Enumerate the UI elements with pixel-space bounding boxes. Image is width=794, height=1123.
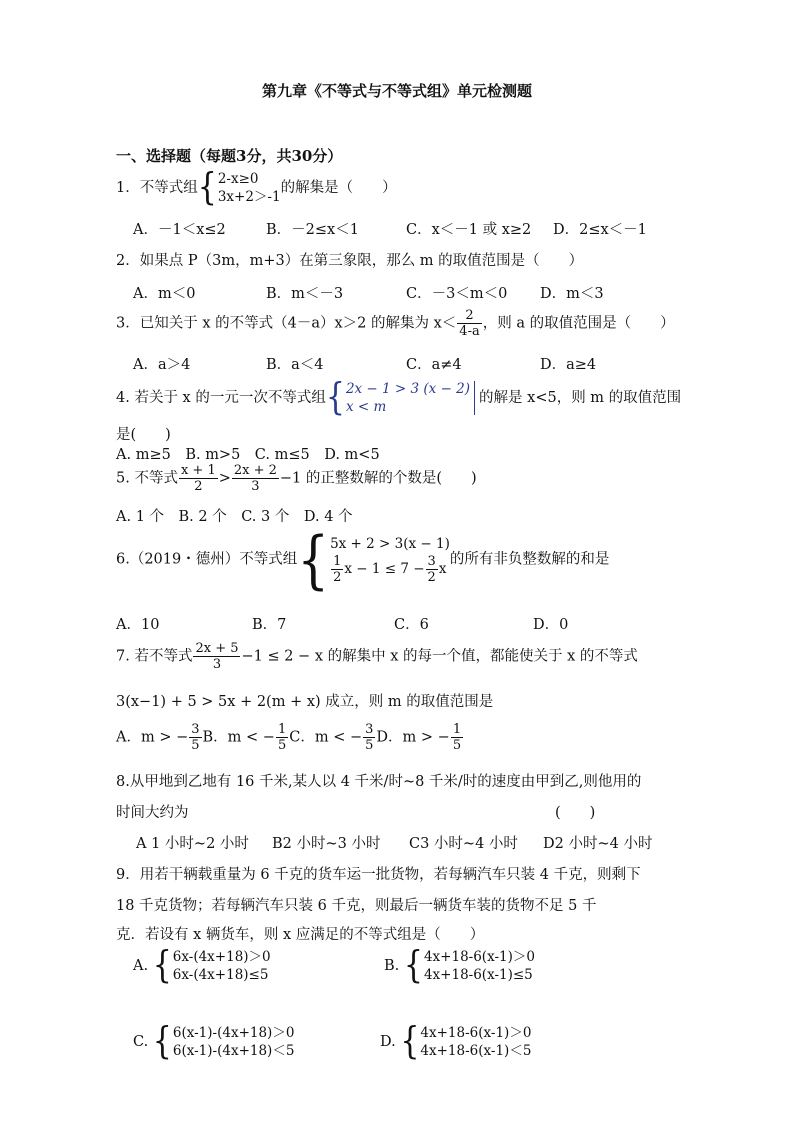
- q4-options[interactable]: A. m≥5 B. m>5 C. m≤5 D. m<5: [116, 447, 380, 463]
- q3-stem-post: ，则 a 的取值范围是（ ）: [482, 315, 675, 332]
- q6-system: 5x + 2 > 3(x − 1) $\frac{1}{2}$ x − 1 ≤ 7 − $\frac{3}{2}$ x: [330, 536, 450, 585]
- q1-sys-line-2: 3x+2＞-1: [217, 189, 281, 205]
- q5-gt: >: [218, 470, 231, 487]
- brace-icon: {: [197, 165, 217, 210]
- q4-sys-line-2: x < m: [345, 399, 387, 415]
- q1-option-a[interactable]: A．－1＜x≤2: [133, 222, 226, 238]
- q2-option-d[interactable]: D．m＜3: [540, 286, 604, 302]
- brace-icon: {: [400, 1019, 420, 1064]
- q7-stem-mid: −1 ≤ 2 − x 的解集中 x 的每一个值，都能使关于 x 的不等式: [241, 648, 638, 665]
- q2-option-b[interactable]: B．m＜－3: [266, 286, 344, 302]
- section-heading: 一、选择题（每题3分，共30分）: [116, 147, 343, 165]
- q4-line-2: 是( ): [116, 427, 171, 443]
- q7-line-2: 3(x−1) + 5 > 5x + 2(m + x) 成立，则 m 的取值范围是: [116, 694, 494, 710]
- q8-answer-paren: ( ): [555, 805, 596, 821]
- q7-options[interactable]: A．m > − $\frac{3}{5}$ B．m < − $\frac{1}{5}$ C．m < − $\frac{3}{5}$ D．m > − $\frac{1}{5}$: [116, 722, 462, 753]
- q3-option-a[interactable]: A．a＞4: [133, 357, 191, 373]
- page-title: 第九章《不等式与不等式组》单元检测题: [261, 82, 532, 100]
- q4-bracket-line: [474, 381, 475, 415]
- question-4: [116, 375, 682, 420]
- q8-option-b[interactable]: B2 小时~3 小时: [272, 836, 381, 852]
- q7-stem-pre: 7. 若不等式: [116, 648, 193, 665]
- q1-stem-post: 的解集是（ ）: [280, 180, 397, 196]
- q3-option-c[interactable]: C．a≠4: [406, 357, 462, 373]
- question-2: 2．如果点 P（3m，m+3）在第三象限，那么 m 的取值范围是（ ）: [116, 253, 584, 269]
- q1-option-d[interactable]: D．2≤x＜－1: [553, 222, 647, 238]
- q7-fraction: $\frac{2x + 5}{3}$: [195, 641, 239, 672]
- q9-option-a[interactable]: A. {6x-(4x+18)＞0 6x-(4x+18)≤5: [133, 943, 271, 988]
- q5-stem-pre: 5. 不等式: [116, 470, 178, 487]
- q8-option-d[interactable]: D2 小时~4 小时: [543, 836, 653, 852]
- question-1: [116, 165, 397, 210]
- q2-option-a[interactable]: A．m＜0: [133, 286, 196, 302]
- q7-option-a[interactable]: A．m > −: [116, 729, 189, 746]
- q6-sys-line-1: 5x + 2 > 3(x − 1): [330, 536, 450, 552]
- brace-icon: {: [152, 1019, 172, 1064]
- q6-stem-post: 的所有非负整数解的和是: [449, 551, 610, 568]
- question-6: [116, 523, 610, 596]
- q8-line-2: 时间大约为: [116, 805, 189, 821]
- q1-option-c[interactable]: C．x＜－1 或 x≥2: [406, 222, 532, 238]
- q4-sys-line-1: 2x − 1 > 3 (x − 2): [345, 381, 471, 397]
- brace-icon: {: [152, 943, 172, 988]
- q7-option-b[interactable]: B．m < −: [202, 729, 275, 746]
- q8-option-c[interactable]: C3 小时~4 小时: [409, 836, 518, 852]
- q3-fraction: $\frac{2}{4-a}$: [459, 308, 480, 339]
- q1-option-b[interactable]: B．－2≤x＜1: [266, 222, 359, 238]
- question-8: 8.从甲地到乙地有 16 千米,某人以 4 千米/时~8 千米/时的速度由甲到乙,则他用的: [116, 774, 642, 790]
- q5-options[interactable]: A. 1 个 B. 2 个 C. 3 个 D. 4 个: [116, 509, 353, 525]
- q9-option-d[interactable]: D. {4x+18-6(x-1)＞0 4x+18-6(x-1)＜5: [380, 1019, 532, 1064]
- q3-option-d[interactable]: D．a≥4: [540, 357, 597, 373]
- q6-stem-pre: 6.（2019・德州）不等式组: [116, 551, 298, 568]
- brace-icon: {: [403, 943, 423, 988]
- q5-fraction-1: $\frac{x + 1}{2}$: [180, 463, 216, 494]
- q1-system: [218, 170, 281, 206]
- q6-option-d[interactable]: D．0: [533, 617, 569, 633]
- q9-line-2: 18 千克货物；若每辆汽车只装 6 千克，则最后一辆货车装的货物不足 5 千: [116, 898, 597, 914]
- q5-stem-post: −1 的正整数解的个数是( ): [279, 470, 477, 487]
- q8-option-a[interactable]: A 1 小时~2 小时: [136, 836, 249, 852]
- q5-fraction-2: $\frac{2x + 2}{3}$: [233, 463, 277, 494]
- q6-option-c[interactable]: C．6: [394, 617, 429, 633]
- q4-stem-post: 的解是 x<5，则 m 的取值范围: [479, 390, 682, 406]
- question-5: [116, 463, 477, 494]
- q4-system: [346, 380, 470, 416]
- question-3: [116, 308, 675, 339]
- q4-stem-pre: 4. 若关于 x 的一元一次不等式组: [116, 390, 326, 406]
- q3-option-b[interactable]: B．a＜4: [266, 357, 324, 373]
- q1-sys-line-1: 2-x≥0: [217, 171, 259, 187]
- q6-option-b[interactable]: B．7: [252, 617, 287, 633]
- q1-stem-pre: 1．不等式组: [116, 180, 198, 196]
- brace-icon: {: [297, 523, 330, 596]
- q9-option-c[interactable]: C. {6(x-1)-(4x+18)＞0 6(x-1)-(4x+18)＜5: [133, 1019, 295, 1064]
- q7-option-c[interactable]: C．m < −: [289, 729, 363, 746]
- question-7: [116, 641, 638, 672]
- q2-option-c[interactable]: C．－3＜m＜0: [406, 286, 508, 302]
- brace-icon: {: [325, 375, 345, 420]
- q9-option-b[interactable]: B. {4x+18-6(x-1)＞0 4x+18-6(x-1)≤5: [384, 943, 535, 988]
- question-9: 9．用若干辆载重量为 6 千克的货车运一批货物，若每辆汽车只装 4 千克，则剩下: [116, 867, 641, 883]
- q3-stem-pre: 3．已知关于 x 的不等式（4－a）x＞2 的解集为 x＜: [116, 315, 457, 332]
- q6-option-a[interactable]: A．10: [116, 617, 160, 633]
- q7-option-d[interactable]: D．m > −: [376, 729, 450, 746]
- q9-line-3: 克．若设有 x 辆货车，则 x 应满足的不等式组是（ ）: [116, 927, 485, 943]
